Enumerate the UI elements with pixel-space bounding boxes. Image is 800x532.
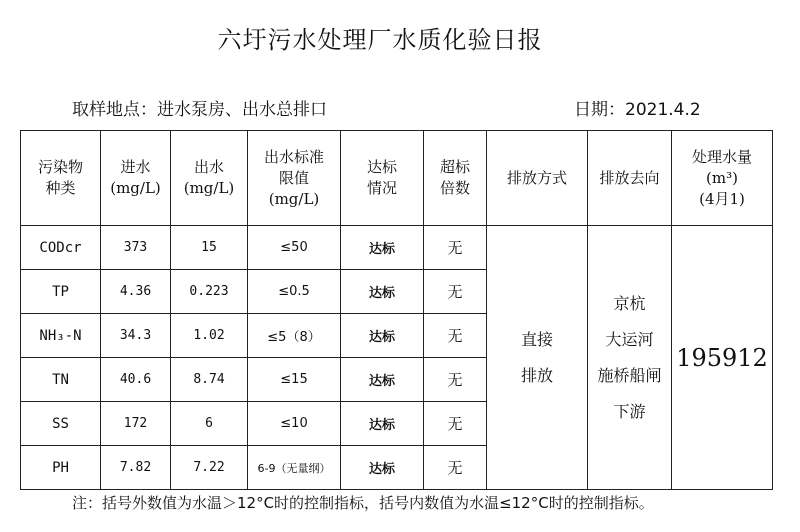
discharge-destination-cell: 京杭 大运河 施桥船闸 下游 [588,226,672,490]
excess-cell: 无 [424,314,487,358]
status-cell: 达标 [341,226,424,270]
header-discharge-method: 排放方式 [487,131,588,226]
header-limit: 出水标准 限值 (mg/L) [248,131,341,226]
excess-cell: 无 [424,270,487,314]
header-influent: 进水 (mg/L) [101,131,171,226]
header-excess: 超标 倍数 [424,131,487,226]
excess-cell: 无 [424,226,487,270]
influent-cell: 34.3 [101,314,171,358]
influent-cell: 40.6 [101,358,171,402]
limit-cell: ≤5（8） [248,314,341,358]
pollutant-cell: NH₃-N [21,314,101,358]
limit-cell: 6-9（无量纲） [248,446,341,490]
effluent-cell: 6 [171,402,248,446]
header-pollutant: 污染物 种类 [21,131,101,226]
limit-cell: ≤15 [248,358,341,402]
sampling-location: 取样地点：进水泵房、出水总排口 [72,100,327,120]
header-status: 达标 情况 [341,131,424,226]
excess-cell: 无 [424,358,487,402]
pollutant-cell: TN [21,358,101,402]
status-cell: 达标 [341,314,424,358]
influent-cell: 4.36 [101,270,171,314]
status-cell: 达标 [341,446,424,490]
effluent-cell: 1.02 [171,314,248,358]
report-date: 日期：2021.4.2 [574,100,701,120]
table-row [21,226,773,270]
effluent-cell: 8.74 [171,358,248,402]
status-cell: 达标 [341,270,424,314]
header-discharge-destination: 排放去向 [588,131,672,226]
header-row [21,131,773,226]
status-cell: 达标 [341,402,424,446]
pollutant-cell: PH [21,446,101,490]
limit-cell: ≤50 [248,226,341,270]
pollutant-cell: SS [21,402,101,446]
influent-cell: 373 [101,226,171,270]
influent-cell: 7.82 [101,446,171,490]
limit-cell: ≤10 [248,402,341,446]
status-cell: 达标 [341,358,424,402]
influent-cell: 172 [101,402,171,446]
report-title: 六圩污水处理厂水质化验日报 [217,26,543,54]
pollutant-cell: CODcr [21,226,101,270]
excess-cell: 无 [424,402,487,446]
limit-cell: ≤0.5 [248,270,341,314]
effluent-cell: 0.223 [171,270,248,314]
effluent-cell: 15 [171,226,248,270]
treated-volume-cell: 195912 [672,226,773,490]
header-effluent: 出水 (mg/L) [171,131,248,226]
discharge-method-cell: 直接 排放 [487,226,588,490]
excess-cell: 无 [424,446,487,490]
effluent-cell: 7.22 [171,446,248,490]
header-volume: 处理水量 (m³) (4月1) [672,131,773,226]
pollutant-cell: TP [21,270,101,314]
water-quality-table [20,130,773,490]
footnote: 注：括号外数值为水温＞12°C时的控制指标，括号内数值为水温≤12°C时的控制指标。 [72,494,654,512]
